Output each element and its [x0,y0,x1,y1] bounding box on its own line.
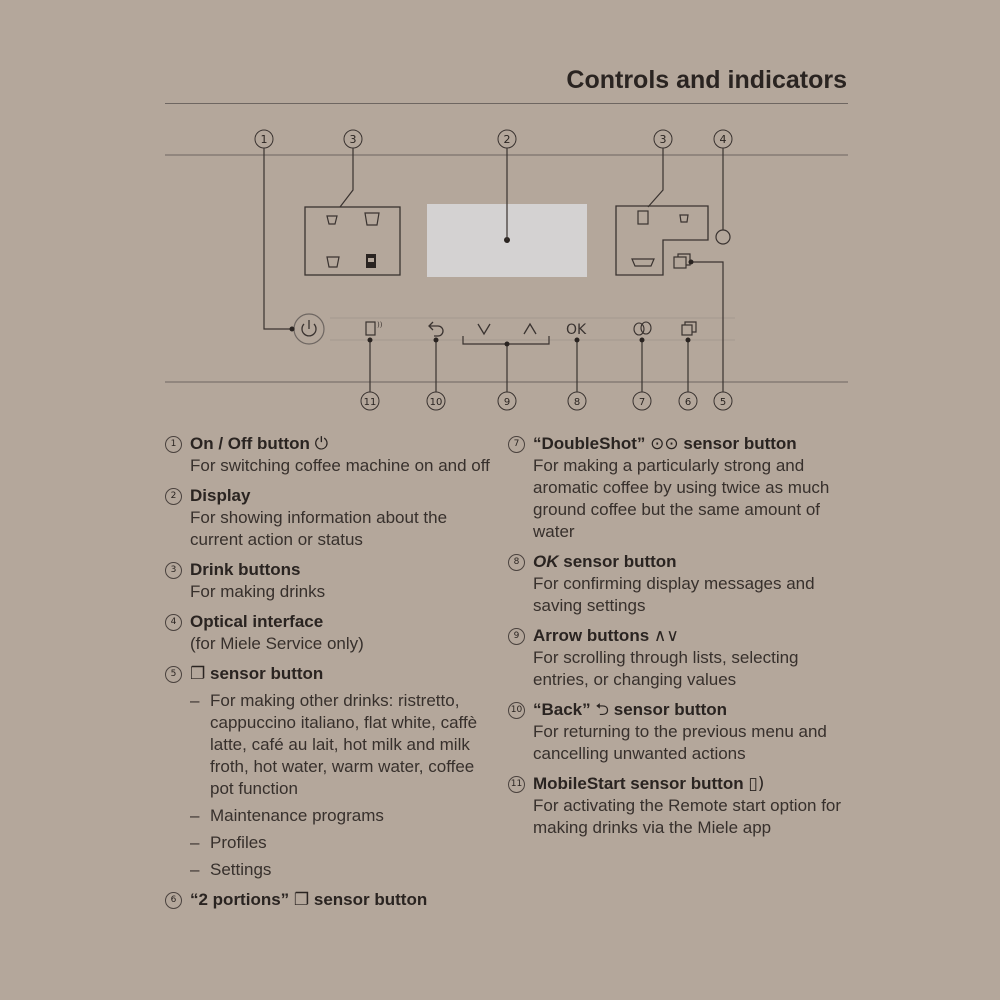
legend-sub-item: Settings [210,860,272,879]
legend-title: On / Off button [190,434,310,453]
mobilestart-icon: ▯) [748,774,765,794]
legend-description: For activating the Remote start option for making drinks via the Miele app [533,796,842,837]
legend-sub-item: For making other drinks: ristretto, cappuccino italiano, flat white, caffè latte, café au lait, hot milk and milk froth, hot water, warm water, coffee pot function [210,691,478,798]
legend-number: 8 [508,554,525,571]
legend-number: 1 [165,436,182,453]
back-icon[interactable] [429,322,443,336]
legend-title-prefix: “2 portions” [190,890,290,909]
page-title: Controls and indicators [566,66,847,94]
callout-11 [361,392,379,410]
legend-title: sensor button [613,700,728,719]
mobilestart-icon[interactable] [366,321,383,335]
drink-buttons-right[interactable] [616,206,708,275]
legend-description: For making drinks [190,582,326,601]
callout-3-left [344,130,362,148]
page-bottom-margin [0,930,1000,1000]
callout-3-right [654,130,672,148]
svg-text:8: 8 [573,397,581,408]
legend-sub-item: Maintenance programs [210,806,384,825]
legend-title: sensor button [209,664,324,683]
legend-number: 10 [508,702,525,719]
legend-item-3 [165,559,500,603]
legend-description: For making a particularly strong and aromatic coffee by using twice as much ground coffee but the same amount of water [533,456,830,541]
callout-2 [498,130,516,148]
legend-item-2 [165,485,500,551]
legend-item-11 [508,773,853,839]
svg-text:6: 6 [684,397,692,408]
legend-title-prefix: “Back” [533,700,591,719]
callout-1 [255,130,273,148]
svg-text:10: 10 [429,397,443,408]
svg-text:3: 3 [659,133,667,146]
legend-title: sensor button [563,552,677,571]
back-icon: ⮌ [595,700,609,720]
callout-9 [498,392,516,410]
legend-description: (for Miele Service only) [190,634,364,653]
svg-text:9: 9 [503,397,511,408]
callout-6 [679,392,697,410]
svg-text:3: 3 [349,133,357,146]
legend-title: MobileStart sensor button [533,774,744,793]
legend-item-10 [508,699,853,765]
legend-item-6 [165,889,500,911]
callout-10 [427,392,445,410]
legend-title: sensor button [313,890,428,909]
callout-5 [714,392,732,410]
legend-number: 5 [165,666,182,683]
legend-number: 3 [165,562,182,579]
legend-number: 4 [165,614,182,631]
arrows-icon: ∧∨ [653,626,679,646]
power-icon: ⏻ [314,434,329,454]
legend-item-1 [165,433,500,477]
svg-text:2: 2 [503,133,511,146]
callout-7 [633,392,651,410]
legend-title: sensor button [683,434,797,453]
legend-description: For scrolling through lists, selecting entries, or changing values [533,648,799,689]
legend-sub-item: Profiles [210,833,267,852]
svg-text:11: 11 [363,397,377,408]
legend-description: For switching coffee machine on and off [190,456,490,475]
legend-left-column [165,433,500,919]
svg-text:1: 1 [260,133,268,146]
legend-title: Display [190,486,251,505]
legend-title: Drink buttons [190,560,301,579]
arrow-down-icon[interactable] [478,324,490,334]
legend-number: 2 [165,488,182,505]
two-portions-icon: ❐ [293,890,310,910]
legend-description: For confirming display messages and saving settings [533,574,815,615]
legend-item-9 [508,625,853,691]
legend-number: 11 [508,776,525,793]
svg-text:5: 5 [719,397,727,408]
arrow-up-icon[interactable] [524,324,536,334]
legend-description: For returning to the previous menu and cancelling unwanted actions [533,722,827,763]
doubleshot-icon[interactable] [634,322,651,335]
legend-number: 9 [508,628,525,645]
legend-item-8 [508,551,853,617]
legend-title: Optical interface [190,612,324,631]
legend-description: For showing information about the current action or status [190,508,448,549]
legend-item-4 [165,611,500,655]
two-portions-icon[interactable] [682,322,696,335]
legend-number: 7 [508,436,525,453]
legend-right-column [508,433,853,847]
callout-4 [714,130,732,148]
ok-button[interactable]: OK [566,322,587,338]
svg-text:7: 7 [638,397,646,408]
svg-text:)): )) [377,321,383,329]
other-drinks-icon: ❐ [190,664,206,684]
control-panel-diagram [0,0,1000,420]
drink-buttons-left[interactable] [305,207,400,275]
callout-8 [568,392,586,410]
legend-number: 6 [165,892,182,909]
on-off-button[interactable] [294,314,324,344]
legend-item-5: 5 ❐ sensor button – For making other drinks: ristretto, cappuccino italiano, flat white, caffè latte, café au lait, hot milk and milk froth, hot water, warm water, coffee pot function – Maintenance programs – Profiles – Settings [165,663,500,881]
legend-title-prefix: OK [533,552,559,571]
legend-item-7 [508,433,853,543]
svg-text:4: 4 [719,133,727,146]
doubleshot-icon: ⊙⊙ [650,434,679,454]
legend-title: Arrow buttons [533,626,650,645]
optical-interface-icon [716,230,730,244]
legend-title-prefix: “DoubleShot” [533,434,646,453]
